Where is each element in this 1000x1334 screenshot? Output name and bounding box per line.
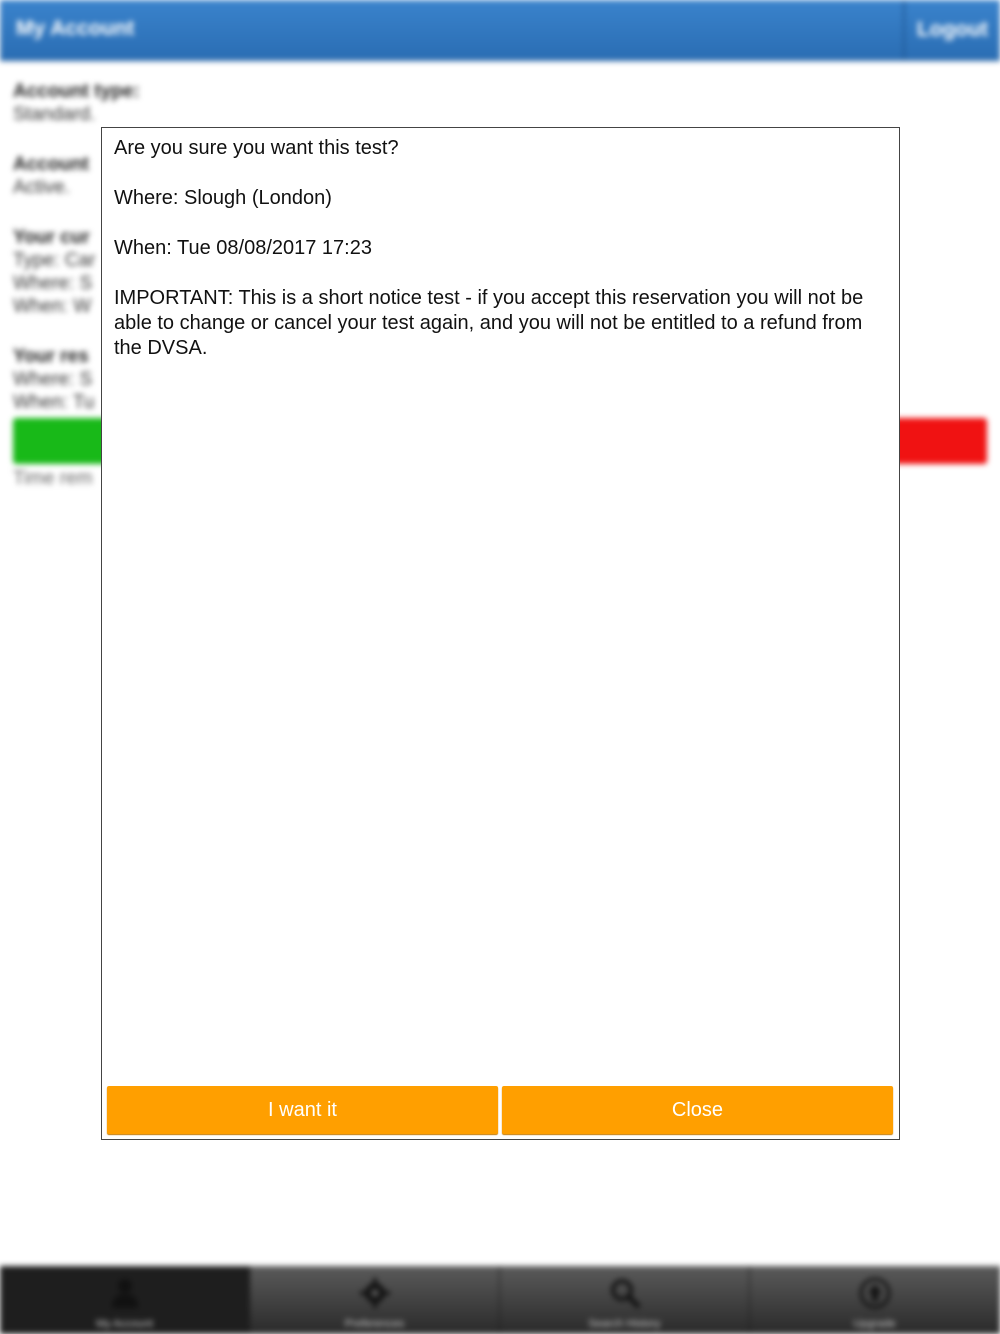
account-type-value: Standard.: [13, 104, 96, 125]
account-status-label: Account: [13, 154, 89, 175]
tab-upgrade[interactable]: [750, 1266, 1000, 1334]
logout-button[interactable]: Logout: [903, 0, 1000, 60]
page-title: My Account: [16, 17, 135, 40]
upgrade-icon: [858, 1276, 892, 1310]
app-header: [0, 0, 1000, 61]
reserved-test-where: Where: S: [13, 369, 93, 390]
reserved-test-label: Your res: [13, 346, 89, 367]
search-icon: [608, 1276, 642, 1310]
current-test-when: When: W: [13, 296, 92, 317]
tab-label: Search History: [588, 1318, 661, 1330]
decline-reservation-button[interactable]: [890, 418, 987, 464]
current-test-type: Type: Car: [13, 250, 96, 271]
account-type-label: Account type:: [13, 81, 140, 102]
account-status-value: Active.: [13, 177, 71, 198]
confirm-test-dialog: [101, 127, 900, 1140]
gear-icon: [358, 1276, 392, 1310]
dialog-question: Are you sure you want this test?: [114, 137, 399, 159]
tab-label: Upgrade: [853, 1318, 896, 1330]
dialog-body: [114, 136, 884, 386]
reserved-test-when: When: Tu: [13, 392, 95, 413]
dialog-important-notice: IMPORTANT: This is a short notice test - if you accept this reservation you will not be able to change or cancel your test again, and you will not be entitled to a refund from the DVSA.: [114, 287, 864, 359]
tab-label: Preferences: [344, 1318, 405, 1330]
tab-preferences[interactable]: [250, 1266, 500, 1334]
tab-bar: [0, 1266, 1000, 1334]
close-button[interactable]: Close: [502, 1086, 893, 1134]
tab-my-account[interactable]: [0, 1266, 250, 1334]
i-want-it-button[interactable]: I want it: [107, 1086, 498, 1134]
tab-search-history[interactable]: [500, 1266, 750, 1334]
tab-label: My Account: [96, 1318, 153, 1330]
dialog-when: When: Tue 08/08/2017 17:23: [114, 237, 372, 259]
current-test-label: Your cur: [13, 227, 90, 248]
dialog-where: Where: Slough (London): [114, 187, 332, 209]
current-test-where: Where: S: [13, 273, 93, 294]
user-icon: [108, 1276, 142, 1310]
time-remaining-text: Time rem: [13, 468, 93, 489]
